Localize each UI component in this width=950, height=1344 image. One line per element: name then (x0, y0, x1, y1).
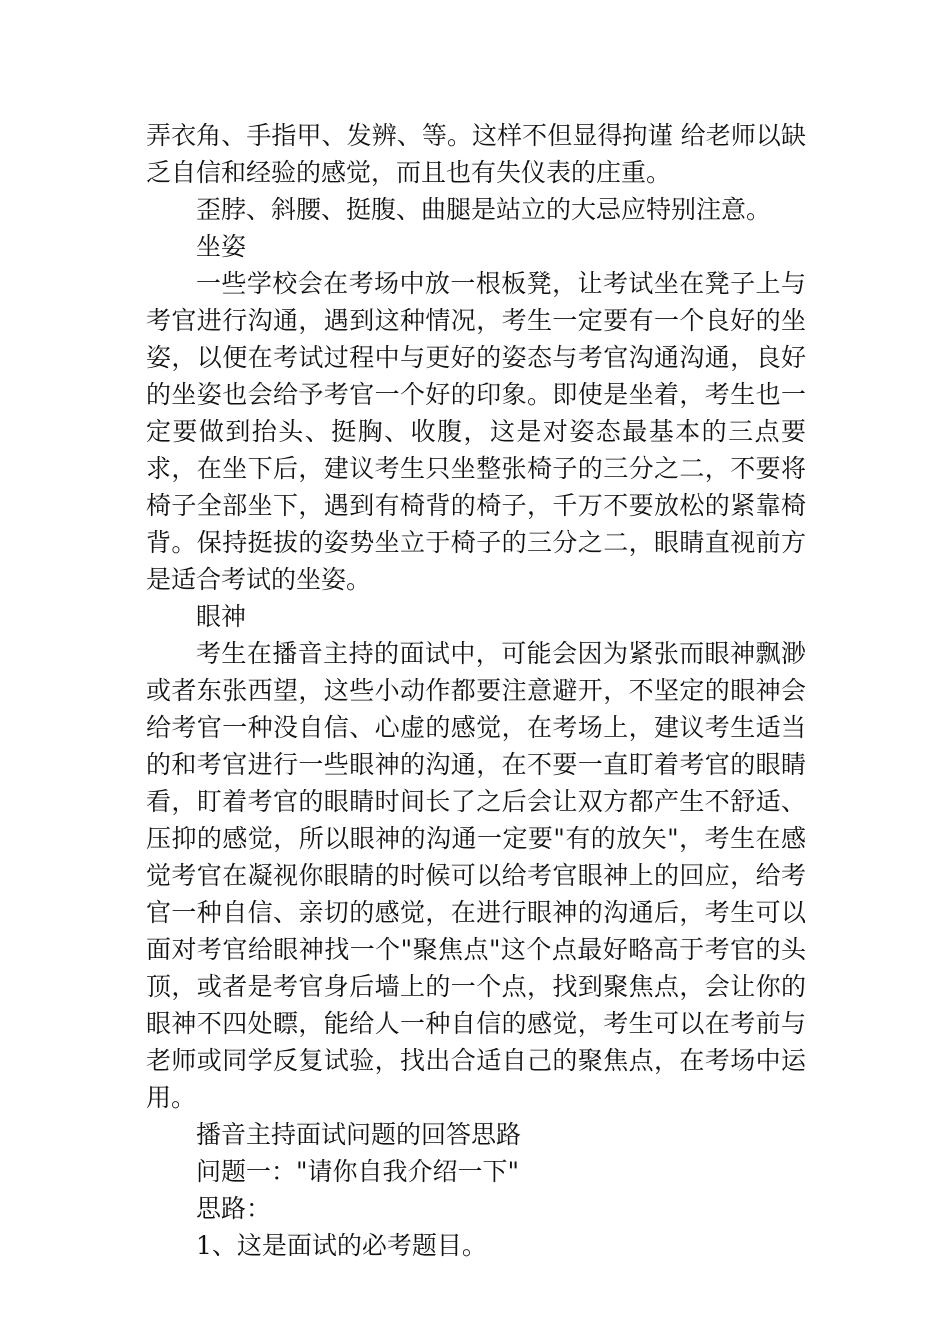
approach-label: 思路： (196, 1194, 272, 1223)
section-heading-answer-approach: 播音主持面试问题的回答思路 (196, 1120, 522, 1149)
approach-item-1: 1、这是面试的必考题目。 (196, 1231, 487, 1260)
paragraph-sitting: 一些学校会在考场中放一根板凳，让考试坐在凳子上与考官进行沟通，遇到这种情况，考生一定要有一个良好的坐姿，以便在考试过程中与更好的姿态与考官沟通沟通，良好的坐姿也会给予考官一个好的印象。即使是坐着，考生也一定要做到抬头、挺胸、收腹，这是对姿态最基本的三点要求，在坐下后，建议考生只坐整张椅子的三分之二，不要将椅子全部坐下，遇到有椅背的椅子，千万不要放松的紧靠椅背。保持挺拔的姿势坐立于椅子的三分之二，眼睛直视前方是适合考试的坐姿。 (146, 269, 806, 594)
section-heading-sitting: 坐姿 (196, 232, 247, 261)
paragraph-continuation: 弄衣角、手指甲、发辨、等。这样不但显得拘谨 给老师以缺乏自信和经验的感觉，而且也有失仪表的庄重。 (146, 121, 806, 187)
paragraph-standing-taboo: 歪脖、斜腰、挺腹、曲腿是站立的大忌应特别注意。 (196, 195, 772, 224)
paragraph-eyes: 考生在播音主持的面试中，可能会因为紧张而眼神飘渺或者东张西望，这些小动作都要注意避开，不坚定的眼神会给考官一种没自信、心虚的感觉，在考场上，建议考生适当的和考官进行一些眼神的沟通，在不要一直盯着考官的眼睛看，盯着考官的眼睛时间长了之后会让双方都产生不舒适、压抑的感觉，所以眼神的沟通一定要"有的放矢"，考生在感觉考官在凝视你眼睛的时候可以给考官眼神上的回应，给考官一种自信、亲切的感觉，在进行眼神的沟通后，考生可以面对考官给眼神找一个"聚焦点"这个点最好略高于考官的头顶，或者是考官身后墙上的一个点，找到聚焦点，会让你的眼神不四处瞟，能给人一种自信的感觉，考生可以在考前与老师或同学反复试验，找出合适自己的聚焦点，在考场中运用。 (146, 639, 806, 1112)
question-one: 问题一："请你自我介绍一下" (196, 1157, 519, 1186)
section-heading-eyes: 眼神 (196, 602, 247, 631)
document-body (146, 117, 806, 1264)
